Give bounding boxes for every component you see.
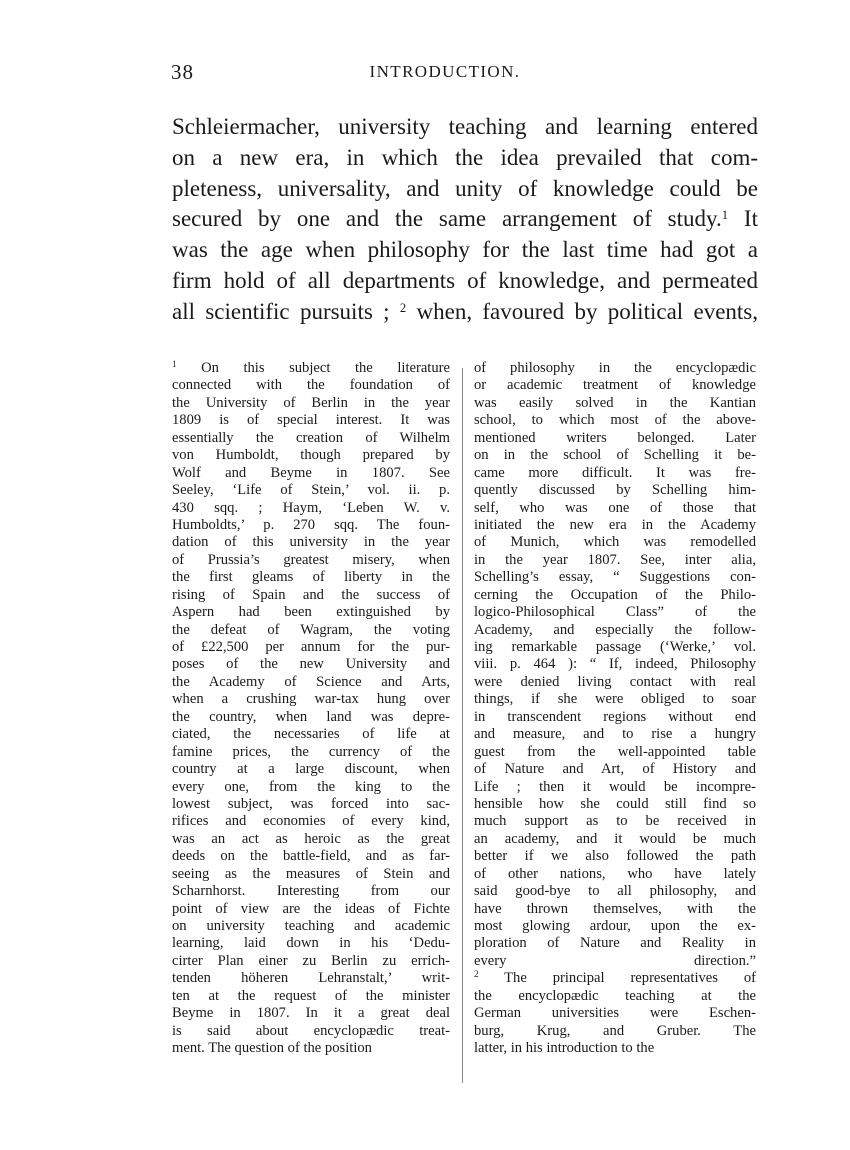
- footnote-line: learning, laid down in his ‘Dedu-: [172, 935, 450, 952]
- main-text-line: secured by one and the same arrangement of study.$^1$ It: [172, 206, 758, 232]
- footnote-line: latter, in his introduction to the: [474, 1040, 655, 1057]
- footnote-line: when a crushing war-tax hung over: [172, 691, 450, 708]
- footnote-line: ciated, the necessaries of life at: [172, 726, 450, 743]
- main-text-line: on a new era, in which the idea prevailed that com-: [172, 144, 758, 170]
- footnote-marker: 2: [474, 970, 479, 980]
- footnote-line: came more difficult. It was fre-: [474, 464, 756, 481]
- footnote-line: quently discussed by Schelling him-: [474, 482, 756, 499]
- footnote-line: tenden höheren Lehranstalt,’ writ-: [172, 970, 450, 987]
- footnotes-right-column: [474, 360, 756, 1058]
- footnote-line: is said about encyclopædic treat-: [172, 1022, 450, 1039]
- footnote-line: initiated the new era in the Academy: [474, 516, 756, 533]
- footnote-line: seeing as the measures of Stein and: [172, 865, 450, 882]
- footnote-line: guest from the well-appointed table: [474, 743, 756, 760]
- footnote-line: ment. The question of the position: [172, 1040, 372, 1057]
- footnote-line: an academy, and it would be much: [474, 830, 756, 847]
- footnote-line: $^1$ On this subject the literature: [172, 360, 450, 376]
- column-divider: [462, 368, 463, 1083]
- footnote-line: the country, when land was depre-: [172, 708, 450, 725]
- footnote-line: poses of the new University and: [172, 656, 450, 673]
- footnote-line: rifices and economies of every kind,: [172, 813, 450, 830]
- footnote-line: German universities were Eschen-: [474, 1005, 756, 1022]
- footnote-line: Seeley, ‘Life of Stein,’ vol. ii. p.: [172, 482, 450, 499]
- footnote-line: point of view are the ideas of Fichte: [172, 900, 450, 917]
- footnote-line: of philosophy in the encyclopædic: [474, 360, 756, 376]
- footnote-line: was an act as heroic as the great: [172, 830, 450, 847]
- footnote-line: most glowing ardour, upon the ex-: [474, 918, 756, 934]
- footnote-line: in transcendent regions without end: [474, 708, 756, 725]
- footnote-line: the defeat of Wagram, the voting: [172, 621, 450, 638]
- footnote-line: Scharnhorst. Interesting from our: [172, 883, 450, 900]
- footnotes-left-column: [172, 360, 450, 1058]
- footnote-marker: 1: [721, 208, 729, 223]
- main-text-line: all scientific pursuits ; $^2$ when, favoured by political events,: [172, 298, 758, 324]
- footnote-line: country at a large discount, when: [172, 761, 450, 778]
- footnote-line: self, who was one of those that: [474, 499, 756, 516]
- footnote-line: on university teaching and academic: [172, 918, 450, 934]
- footnote-line: on in the school of Schelling it be-: [474, 447, 756, 464]
- footnote-line: Academy, and especially the follow-: [474, 621, 756, 638]
- footnote-line: said good-bye to all philosophy, and: [474, 883, 756, 900]
- footnote-line: dation of this university in the year: [172, 534, 450, 551]
- footnote-line: 1809 is of special interest. It was: [172, 412, 450, 429]
- footnote-line: famine prices, the currency of the: [172, 743, 450, 760]
- footnote-line: ten at the request of the minister: [172, 987, 450, 1004]
- footnote-line: and measure, and to rise a hungry: [474, 726, 756, 743]
- footnote-line: ing remarkable passage (‘Werke,’ vol.: [474, 639, 756, 655]
- footnote-line: logico-Philosophical Class” of the: [474, 604, 756, 621]
- footnote-line: rising of Spain and the success of: [172, 586, 450, 603]
- footnote-line: school, to which most of the above-: [474, 412, 756, 429]
- footnote-line: von Humboldt, though prepared by: [172, 447, 450, 464]
- footnote-line: burg, Krug, and Gruber. The: [474, 1022, 756, 1039]
- footnote-line: of Prussia’s greatest misery, when: [172, 551, 450, 568]
- footnote-line: or academic treatment of knowledge: [474, 377, 756, 394]
- footnote-line: every direction.”: [474, 952, 756, 969]
- footnote-line: connected with the foundation of: [172, 377, 450, 394]
- footnote-line: Humboldts,’ p. 270 sqq. The foun-: [172, 516, 450, 533]
- footnote-line: the University of Berlin in the year: [172, 394, 450, 411]
- footnote-line: hensible how she could still find so: [474, 795, 756, 812]
- footnote-line: of Munich, which was remodelled: [474, 534, 756, 551]
- footnote-line: 430 sqq. ; Haym, ‘Leben W. v.: [172, 499, 450, 516]
- footnote-line: of other nations, who have lately: [474, 865, 756, 882]
- footnote-line: the encyclopædic teaching at the: [474, 987, 756, 1004]
- main-text-line: Schleiermacher, university teaching and learning entered: [172, 114, 758, 139]
- footnote-line: cerning the Occupation of the Philo-: [474, 586, 756, 603]
- main-text-block: [172, 112, 758, 328]
- main-text-line: firm hold of all departments of knowledge, and permeated: [172, 267, 758, 293]
- footnote-line: of Nature and Art, of History and: [474, 761, 756, 778]
- footnote-line: deeds on the battle-field, and as far-: [172, 848, 450, 865]
- footnote-line: Wolf and Beyme in 1807. See: [172, 464, 450, 481]
- footnote-line: cirter Plan einer zu Berlin zu errich-: [172, 952, 450, 969]
- footnote-line: things, if she were obliged to soar: [474, 691, 756, 708]
- footnote-line: of £22,500 per annum for the pur-: [172, 639, 450, 655]
- footnote-line: ploration of Nature and Reality in: [474, 935, 756, 952]
- footnote-marker: 2: [399, 300, 407, 315]
- footnote-line: lowest subject, was forced into sac-: [172, 795, 450, 812]
- main-text-line: pleteness, universality, and unity of knowledge could be: [172, 175, 758, 201]
- running-head: INTRODUCTION.: [369, 62, 521, 81]
- footnote-line: mentioned writers belonged. Later: [474, 429, 756, 446]
- footnote-line: the Academy of Science and Arts,: [172, 673, 450, 690]
- page-number: 38: [171, 60, 194, 84]
- footnote-line: much support as to be received in: [474, 813, 756, 830]
- footnote-line: Beyme in 1807. In it a great deal: [172, 1005, 450, 1022]
- footnote-line: Life ; then it would be incompre-: [474, 778, 756, 795]
- footnote-line: viii. p. 464 ): “ If, indeed, Philosophy: [474, 656, 756, 673]
- footnote-line: was easily solved in the Kantian: [474, 394, 756, 411]
- footnote-marker: 1: [172, 360, 177, 370]
- footnote-line: in the year 1807. See, inter alia,: [474, 551, 756, 568]
- footnote-line: were denied living contact with real: [474, 673, 756, 690]
- footnote-line: every one, from the king to the: [172, 778, 450, 795]
- footnote-line: Schelling’s essay, “ Suggestions con-: [474, 569, 756, 586]
- footnote-line: $^2$ The principal representatives of: [474, 970, 756, 987]
- main-text-line: was the age when philosophy for the last time had got a: [172, 237, 758, 263]
- footnote-line: better if we also followed the path: [474, 848, 756, 865]
- footnote-line: have thrown themselves, with the: [474, 900, 756, 917]
- footnote-line: the first gleams of liberty in the: [172, 569, 450, 586]
- footnote-line: Aspern had been extinguished by: [172, 604, 450, 621]
- footnote-line: essentially the creation of Wilhelm: [172, 429, 450, 446]
